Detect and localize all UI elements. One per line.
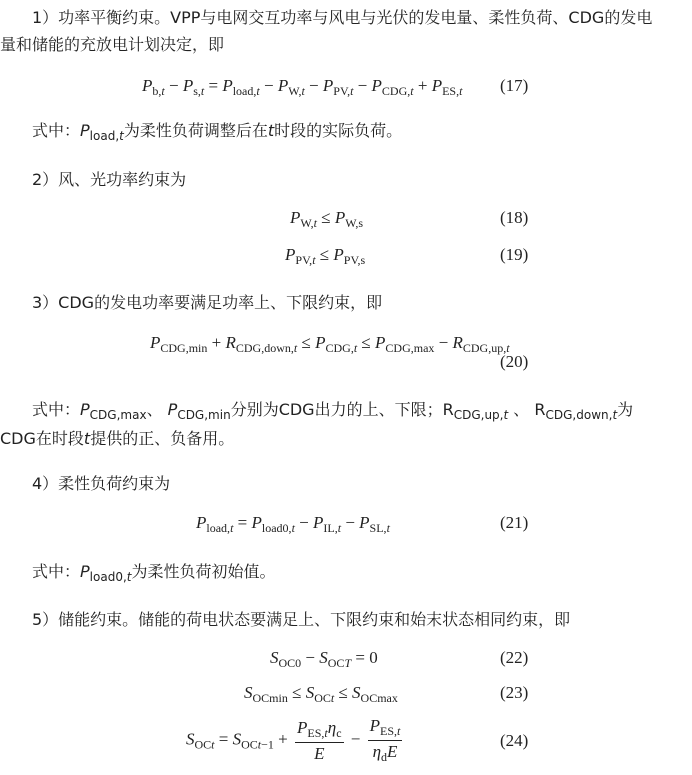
equation-number-18: (18) <box>500 208 529 227</box>
equation-24: $S_{OCt} = S_{OCt-1}$ + $\frac{P_{ES,t}\eta_c}{E}$ − $\frac{P_{ES,t}}{\eta_dE}$ <box>186 716 401 764</box>
paragraph-1-line-2: 量和储能的充放电计划决定，即 <box>0 35 225 54</box>
equation-19: $P_{PV,t} \le P_{PV,s}$ <box>285 245 366 267</box>
note-1: 式中：$P_{load,t}$为柔性负荷调整后在t时段的实际负荷。 <box>32 121 403 143</box>
equation-22: $S_{OC0} - S_{OCT} = 0$ <box>270 648 378 670</box>
equation-number-24: (24) <box>500 731 529 750</box>
equation-20: $P_{CDG,min} + R_{CDG,down,t} \le P_{CDG,t} \le P_{CDG,max} - R_{CDG,up,t}$ <box>150 333 510 355</box>
note-4: 式中：$P_{load0,t}$为柔性负荷初始值。 <box>32 562 276 584</box>
equation-number-20: (20) <box>500 352 529 371</box>
paragraph-3: 3）CDG的发电功率要满足功率上、下限约束，即 <box>32 293 383 312</box>
equation-21: $P_{load,t} = P_{load0,t} - P_{IL,t} - P_{SL,t}$ <box>196 513 390 535</box>
equation-number-23: (23) <box>500 683 529 702</box>
equation-17: $P_{b,t} - P_{s,t} = P_{load,t} - P_{W,t} - P_{PV,t} - P_{CDG,t} + P_{ES,t}$ <box>142 76 463 98</box>
equation-23: $S_{OCmin} \le S_{OCt} \le S_{OCmax}$ <box>244 683 398 705</box>
paragraph-4: 4）柔性负荷约束为 <box>32 474 171 493</box>
equation-number-22: (22) <box>500 648 529 667</box>
note-3-line-1: 式中：$P_{CDG,max}$、 $P_{CDG,min}$分别为CDG出力的上、下限；$R_{CDG,up,t}$ 、 $R_{CDG,down,t}$为 <box>32 400 634 422</box>
equation-number-19: (19) <box>500 245 529 264</box>
equation-number-21: (21) <box>500 513 529 532</box>
paragraph-1-line-1: 1）功率平衡约束。VPP与电网交互功率与风电与光伏的发电量、柔性负荷、CDG的发电 <box>32 8 653 27</box>
note-3-line-2: CDG在时段t提供的正、负备用。 <box>0 429 235 448</box>
equation-18: $P_{W,t} \le P_{W,s}$ <box>290 208 364 230</box>
equation-number-17: (17) <box>500 76 529 95</box>
paragraph-5: 5）储能约束。储能的荷电状态要满足上、下限约束和始末状态相同约束，即 <box>32 610 571 629</box>
paragraph-2: 2）风、光功率约束为 <box>32 170 187 189</box>
